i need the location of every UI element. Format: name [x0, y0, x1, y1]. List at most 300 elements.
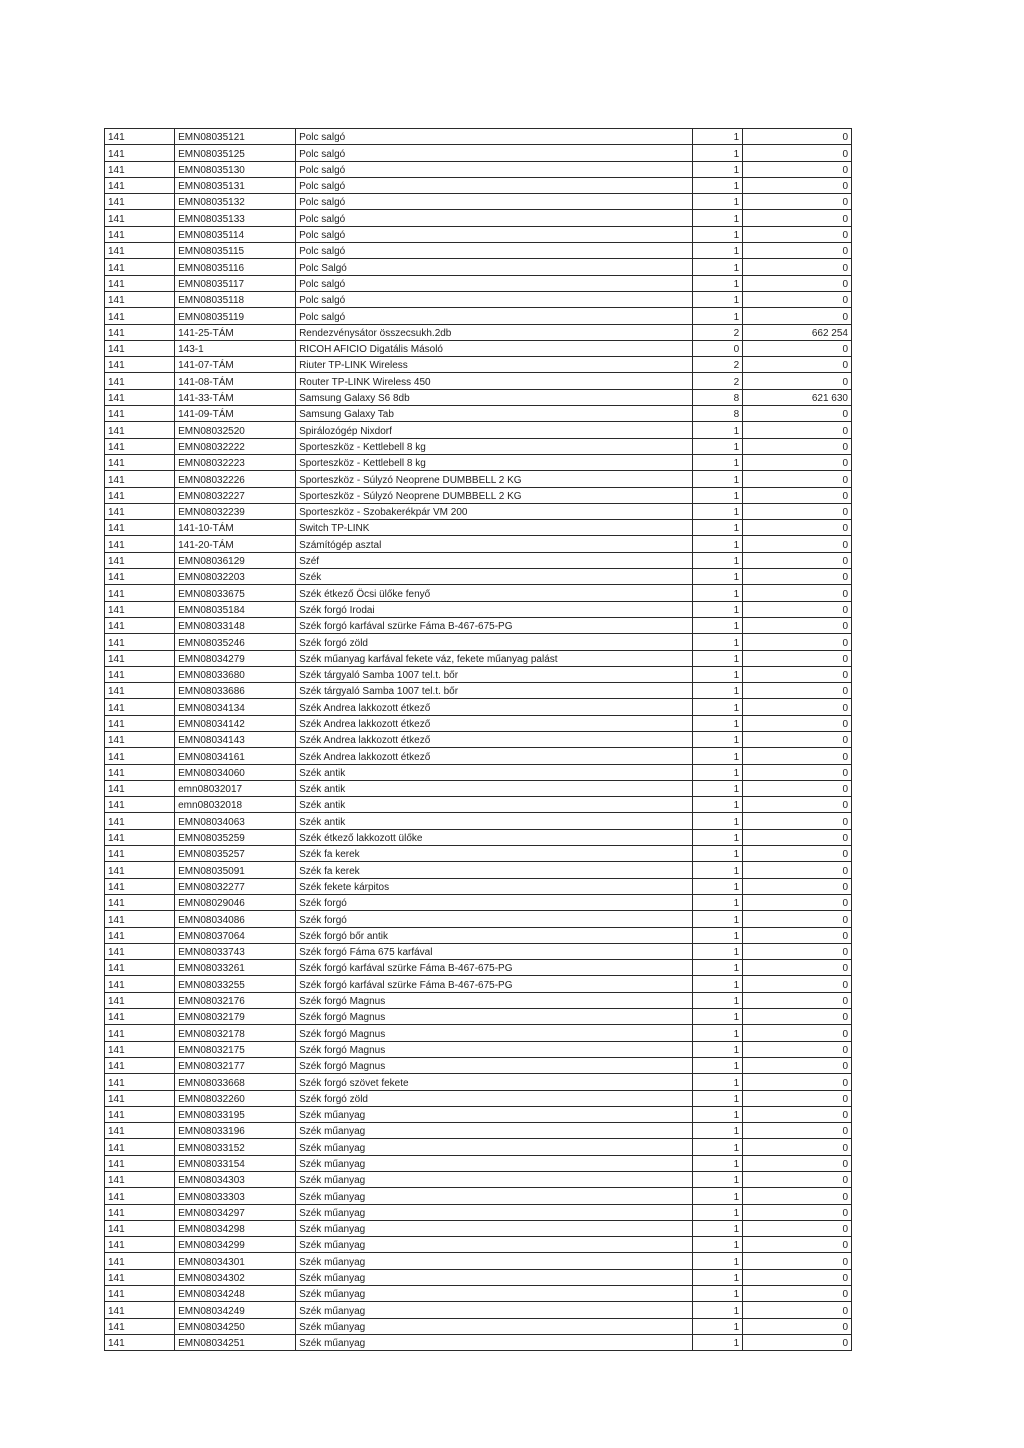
cell-description: Szék műanyag: [296, 1139, 693, 1155]
cell-account-code: 141: [105, 927, 175, 943]
cell-account-code: 141: [105, 357, 175, 373]
cell-account-code: 141: [105, 161, 175, 177]
cell-account-code: 141: [105, 634, 175, 650]
cell-quantity: 1: [693, 862, 743, 878]
cell-description: Polc salgó: [296, 226, 693, 242]
cell-account-code: 141: [105, 243, 175, 259]
cell-quantity: 1: [693, 683, 743, 699]
cell-account-code: 141: [105, 1139, 175, 1155]
table-row: [105, 1220, 852, 1236]
table-row: [105, 291, 852, 307]
cell-value: 0: [743, 585, 852, 601]
cell-account-code: 141: [105, 422, 175, 438]
cell-quantity: 1: [693, 943, 743, 959]
cell-description: Samsung Galaxy S6 8db: [296, 389, 693, 405]
table-row: [105, 210, 852, 226]
cell-description: Szék forgó karfával szürke Fáma B-467-675-PG: [296, 617, 693, 633]
cell-inventory-id: EMN08033303: [175, 1188, 296, 1204]
cell-quantity: 1: [693, 1057, 743, 1073]
cell-description: Polc salgó: [296, 308, 693, 324]
cell-quantity: 1: [693, 291, 743, 307]
table-row: [105, 992, 852, 1008]
table-row: [105, 943, 852, 959]
table-row: [105, 357, 852, 373]
cell-account-code: 141: [105, 503, 175, 519]
cell-inventory-id: EMN08034134: [175, 699, 296, 715]
table-row: [105, 324, 852, 340]
cell-account-code: 141: [105, 406, 175, 422]
cell-account-code: 141: [105, 1237, 175, 1253]
cell-inventory-id: EMN08033148: [175, 617, 296, 633]
cell-quantity: 1: [693, 1188, 743, 1204]
cell-description: Szék forgó: [296, 911, 693, 927]
cell-quantity: 1: [693, 243, 743, 259]
cell-account-code: 141: [105, 340, 175, 356]
cell-inventory-id: EMN08032203: [175, 569, 296, 585]
cell-description: Polc salgó: [296, 129, 693, 145]
cell-inventory-id: EMN08034301: [175, 1253, 296, 1269]
cell-description: Szék forgó Magnus: [296, 992, 693, 1008]
cell-account-code: 141: [105, 699, 175, 715]
cell-quantity: 1: [693, 438, 743, 454]
cell-description: Szék forgó bőr antik: [296, 927, 693, 943]
cell-description: Szék forgó Magnus: [296, 1009, 693, 1025]
table-row: [105, 1057, 852, 1073]
table-row: [105, 129, 852, 145]
cell-account-code: 141: [105, 1172, 175, 1188]
cell-inventory-id: EMN08034250: [175, 1318, 296, 1334]
table-row: [105, 145, 852, 161]
cell-account-code: 141: [105, 1090, 175, 1106]
table-row: [105, 1237, 852, 1253]
cell-description: Szék műanyag: [296, 1123, 693, 1139]
cell-description: Szék műanyag karfával fekete váz, fekete műanyag palást: [296, 650, 693, 666]
cell-quantity: 1: [693, 1302, 743, 1318]
table-row: [105, 927, 852, 943]
cell-description: Szék forgó zöld: [296, 1090, 693, 1106]
table-row: [105, 1139, 852, 1155]
cell-inventory-id: EMN08032222: [175, 438, 296, 454]
cell-quantity: 1: [693, 454, 743, 470]
cell-account-code: 141: [105, 862, 175, 878]
table-row: [105, 829, 852, 845]
cell-quantity: 2: [693, 373, 743, 389]
cell-description: Szék étkező lakkozott ülőke: [296, 829, 693, 845]
cell-description: Samsung Galaxy Tab: [296, 406, 693, 422]
cell-description: Router TP-LINK Wireless 450: [296, 373, 693, 389]
cell-description: Szék Andrea lakkozott étkező: [296, 731, 693, 747]
cell-quantity: 1: [693, 569, 743, 585]
table-row: [105, 177, 852, 193]
cell-description: Switch TP-LINK: [296, 520, 693, 536]
table-row: [105, 226, 852, 242]
cell-inventory-id: EMN08034251: [175, 1334, 296, 1350]
cell-inventory-id: EMN08032175: [175, 1041, 296, 1057]
cell-inventory-id: EMN08034249: [175, 1302, 296, 1318]
cell-account-code: 141: [105, 471, 175, 487]
cell-description: Polc salgó: [296, 161, 693, 177]
cell-description: Szék műanyag: [296, 1106, 693, 1122]
cell-inventory-id: EMN08034297: [175, 1204, 296, 1220]
table-row: [105, 650, 852, 666]
cell-quantity: 1: [693, 226, 743, 242]
cell-account-code: 141: [105, 960, 175, 976]
cell-description: Szék forgó karfával szürke Fáma B-467-675-PG: [296, 976, 693, 992]
cell-value: 0: [743, 699, 852, 715]
cell-account-code: 141: [105, 373, 175, 389]
cell-inventory-id: emn08032018: [175, 797, 296, 813]
cell-description: Sporteszköz - Súlyzó Neoprene DUMBBELL 2 KG: [296, 487, 693, 503]
cell-inventory-id: EMN08034303: [175, 1172, 296, 1188]
cell-account-code: 141: [105, 1025, 175, 1041]
cell-account-code: 141: [105, 308, 175, 324]
cell-value: 0: [743, 194, 852, 210]
cell-value: 0: [743, 748, 852, 764]
cell-value: 0: [743, 1057, 852, 1073]
table-row: [105, 340, 852, 356]
cell-account-code: 141: [105, 275, 175, 291]
cell-quantity: 1: [693, 585, 743, 601]
cell-inventory-id: 141-07-TÁM: [175, 357, 296, 373]
cell-inventory-id: EMN08033668: [175, 1074, 296, 1090]
cell-account-code: 141: [105, 1057, 175, 1073]
cell-account-code: 141: [105, 846, 175, 862]
cell-quantity: 1: [693, 829, 743, 845]
cell-value: 0: [743, 650, 852, 666]
cell-value: 0: [743, 161, 852, 177]
cell-value: 0: [743, 846, 852, 862]
cell-description: Szék tárgyaló Samba 1007 tel.t. bőr: [296, 666, 693, 682]
cell-description: Spirálozógép Nixdorf: [296, 422, 693, 438]
cell-description: Szék antik: [296, 764, 693, 780]
cell-quantity: 1: [693, 1139, 743, 1155]
cell-quantity: 1: [693, 992, 743, 1008]
cell-inventory-id: EMN08032179: [175, 1009, 296, 1025]
cell-inventory-id: EMN08035130: [175, 161, 296, 177]
table-row: [105, 715, 852, 731]
cell-value: 0: [743, 780, 852, 796]
cell-value: 0: [743, 373, 852, 389]
cell-description: Szék Andrea lakkozott étkező: [296, 715, 693, 731]
cell-inventory-id: EMN08035119: [175, 308, 296, 324]
cell-description: Szék forgó karfával szürke Fáma B-467-675-PG: [296, 960, 693, 976]
table-row: [105, 389, 852, 405]
cell-account-code: 141: [105, 911, 175, 927]
cell-value: 0: [743, 1074, 852, 1090]
cell-value: 0: [743, 552, 852, 568]
cell-quantity: 1: [693, 1155, 743, 1171]
cell-inventory-id: EMN08035131: [175, 177, 296, 193]
cell-account-code: 141: [105, 145, 175, 161]
cell-value: 0: [743, 145, 852, 161]
cell-quantity: 1: [693, 520, 743, 536]
table-row: [105, 699, 852, 715]
cell-description: Szék műanyag: [296, 1237, 693, 1253]
cell-value: 0: [743, 911, 852, 927]
cell-inventory-id: EMN08037064: [175, 927, 296, 943]
cell-account-code: 141: [105, 797, 175, 813]
table-row: [105, 1090, 852, 1106]
cell-quantity: 1: [693, 177, 743, 193]
cell-value: 0: [743, 226, 852, 242]
cell-inventory-id: 141-08-TÁM: [175, 373, 296, 389]
cell-account-code: 141: [105, 129, 175, 145]
cell-account-code: 141: [105, 226, 175, 242]
cell-quantity: 1: [693, 471, 743, 487]
table-row: [105, 846, 852, 862]
cell-quantity: 2: [693, 357, 743, 373]
cell-description: Szék antik: [296, 797, 693, 813]
cell-account-code: 141: [105, 764, 175, 780]
cell-description: Polc salgó: [296, 177, 693, 193]
cell-description: Szék forgó szövet fekete: [296, 1074, 693, 1090]
cell-value: 0: [743, 520, 852, 536]
cell-value: 0: [743, 1334, 852, 1350]
cell-description: Szék étkező Öcsi ülőke fenyő: [296, 585, 693, 601]
table-row: [105, 1123, 852, 1139]
cell-account-code: 141: [105, 1253, 175, 1269]
cell-inventory-id: EMN08035118: [175, 291, 296, 307]
table-row: [105, 601, 852, 617]
cell-account-code: 141: [105, 1155, 175, 1171]
cell-account-code: 141: [105, 943, 175, 959]
cell-value: 0: [743, 471, 852, 487]
cell-value: 0: [743, 536, 852, 552]
cell-inventory-id: EMN08034142: [175, 715, 296, 731]
table-row: [105, 161, 852, 177]
table-row: [105, 731, 852, 747]
cell-value: 0: [743, 1106, 852, 1122]
cell-value: 0: [743, 813, 852, 829]
cell-inventory-id: EMN08033675: [175, 585, 296, 601]
cell-description: Sporteszköz - Kettlebell 8 kg: [296, 438, 693, 454]
cell-description: RICOH AFICIO Digatális Másoló: [296, 340, 693, 356]
cell-inventory-id: 143-1: [175, 340, 296, 356]
cell-quantity: 1: [693, 1041, 743, 1057]
cell-value: 0: [743, 1204, 852, 1220]
cell-value: 0: [743, 927, 852, 943]
cell-account-code: 141: [105, 520, 175, 536]
cell-quantity: 0: [693, 340, 743, 356]
cell-value: 0: [743, 1025, 852, 1041]
table-row: [105, 1106, 852, 1122]
cell-inventory-id: EMN08035114: [175, 226, 296, 242]
cell-inventory-id: EMN08035132: [175, 194, 296, 210]
cell-description: Szék műanyag: [296, 1318, 693, 1334]
cell-description: Szék antik: [296, 813, 693, 829]
cell-account-code: 141: [105, 177, 175, 193]
cell-quantity: 1: [693, 634, 743, 650]
cell-inventory-id: EMN08032226: [175, 471, 296, 487]
cell-account-code: 141: [105, 536, 175, 552]
cell-account-code: 141: [105, 487, 175, 503]
cell-account-code: 141: [105, 1074, 175, 1090]
inventory-table-body: [105, 129, 852, 1351]
cell-account-code: 141: [105, 666, 175, 682]
cell-quantity: 1: [693, 422, 743, 438]
table-row: [105, 862, 852, 878]
cell-inventory-id: emn08032017: [175, 780, 296, 796]
cell-quantity: 1: [693, 976, 743, 992]
cell-quantity: 1: [693, 699, 743, 715]
cell-account-code: 141: [105, 683, 175, 699]
cell-quantity: 1: [693, 601, 743, 617]
cell-inventory-id: EMN08033255: [175, 976, 296, 992]
cell-description: Riuter TP-LINK Wireless: [296, 357, 693, 373]
cell-value: 0: [743, 1269, 852, 1285]
cell-quantity: 1: [693, 1237, 743, 1253]
cell-description: Szék műanyag: [296, 1220, 693, 1236]
cell-inventory-id: EMN08032177: [175, 1057, 296, 1073]
cell-inventory-id: EMN08033154: [175, 1155, 296, 1171]
table-row: [105, 1074, 852, 1090]
cell-inventory-id: EMN08035246: [175, 634, 296, 650]
cell-inventory-id: EMN08034298: [175, 1220, 296, 1236]
cell-quantity: 1: [693, 487, 743, 503]
cell-inventory-id: EMN08033686: [175, 683, 296, 699]
cell-value: 0: [743, 1172, 852, 1188]
cell-value: 0: [743, 308, 852, 324]
cell-quantity: 1: [693, 275, 743, 291]
cell-inventory-id: EMN08036129: [175, 552, 296, 568]
cell-description: Szék tárgyaló Samba 1007 tel.t. bőr: [296, 683, 693, 699]
cell-description: Polc salgó: [296, 291, 693, 307]
cell-quantity: 1: [693, 1318, 743, 1334]
cell-inventory-id: EMN08035133: [175, 210, 296, 226]
cell-quantity: 1: [693, 666, 743, 682]
cell-inventory-id: 141-25-TÁM: [175, 324, 296, 340]
cell-inventory-id: EMN08032239: [175, 503, 296, 519]
table-row: [105, 976, 852, 992]
cell-inventory-id: EMN08035259: [175, 829, 296, 845]
cell-inventory-id: EMN08034279: [175, 650, 296, 666]
cell-inventory-id: EMN08035257: [175, 846, 296, 862]
cell-value: 0: [743, 454, 852, 470]
cell-description: Polc salgó: [296, 210, 693, 226]
cell-value: 0: [743, 1139, 852, 1155]
table-row: [105, 487, 852, 503]
cell-value: 0: [743, 992, 852, 1008]
cell-description: Szék forgó zöld: [296, 634, 693, 650]
cell-inventory-id: EMN08032520: [175, 422, 296, 438]
cell-value: 0: [743, 797, 852, 813]
cell-value: 0: [743, 210, 852, 226]
cell-account-code: 141: [105, 878, 175, 894]
cell-quantity: 1: [693, 1253, 743, 1269]
cell-inventory-id: EMN08034248: [175, 1286, 296, 1302]
cell-inventory-id: EMN08035091: [175, 862, 296, 878]
cell-inventory-id: EMN08032178: [175, 1025, 296, 1041]
cell-description: Szék műanyag: [296, 1188, 693, 1204]
table-row: [105, 1302, 852, 1318]
cell-description: Szék forgó Irodai: [296, 601, 693, 617]
table-row: [105, 878, 852, 894]
table-row: [105, 1334, 852, 1350]
cell-value: 0: [743, 243, 852, 259]
cell-inventory-id: 141-09-TÁM: [175, 406, 296, 422]
cell-account-code: 141: [105, 715, 175, 731]
cell-inventory-id: EMN08034299: [175, 1237, 296, 1253]
table-row: [105, 1009, 852, 1025]
cell-value: 0: [743, 683, 852, 699]
cell-value: 0: [743, 503, 852, 519]
cell-quantity: 1: [693, 1286, 743, 1302]
cell-value: 621 630: [743, 389, 852, 405]
table-row: [105, 666, 852, 682]
cell-value: 0: [743, 976, 852, 992]
cell-value: 0: [743, 291, 852, 307]
cell-value: 0: [743, 1318, 852, 1334]
cell-quantity: 1: [693, 1090, 743, 1106]
cell-inventory-id: EMN08029046: [175, 894, 296, 910]
table-row: [105, 536, 852, 552]
cell-account-code: 141: [105, 1286, 175, 1302]
cell-quantity: 1: [693, 259, 743, 275]
table-row: [105, 552, 852, 568]
cell-quantity: 1: [693, 536, 743, 552]
cell-account-code: 141: [105, 601, 175, 617]
inventory-sheet: [104, 128, 852, 1351]
table-row: [105, 1155, 852, 1171]
cell-inventory-id: EMN08032227: [175, 487, 296, 503]
cell-quantity: 1: [693, 1172, 743, 1188]
cell-inventory-id: EMN08032176: [175, 992, 296, 1008]
cell-quantity: 1: [693, 194, 743, 210]
table-row: [105, 634, 852, 650]
cell-quantity: 8: [693, 406, 743, 422]
cell-quantity: 1: [693, 1123, 743, 1139]
cell-account-code: 141: [105, 976, 175, 992]
cell-description: Szék fa kerek: [296, 846, 693, 862]
cell-quantity: 1: [693, 797, 743, 813]
cell-description: Rendezvénysátor összecsukh.2db: [296, 324, 693, 340]
cell-account-code: 141: [105, 454, 175, 470]
cell-inventory-id: EMN08034086: [175, 911, 296, 927]
cell-value: 0: [743, 715, 852, 731]
cell-inventory-id: EMN08033680: [175, 666, 296, 682]
table-row: [105, 1188, 852, 1204]
cell-quantity: 1: [693, 552, 743, 568]
table-row: [105, 1318, 852, 1334]
cell-quantity: 1: [693, 894, 743, 910]
cell-account-code: 141: [105, 210, 175, 226]
cell-account-code: 141: [105, 829, 175, 845]
cell-quantity: 1: [693, 927, 743, 943]
cell-quantity: 1: [693, 780, 743, 796]
cell-value: 0: [743, 1123, 852, 1139]
cell-value: 0: [743, 943, 852, 959]
cell-quantity: 1: [693, 764, 743, 780]
table-row: [105, 585, 852, 601]
cell-value: 0: [743, 1302, 852, 1318]
cell-value: 0: [743, 1253, 852, 1269]
cell-value: 0: [743, 406, 852, 422]
cell-quantity: 1: [693, 1204, 743, 1220]
table-row: [105, 617, 852, 633]
cell-description: Szék forgó Fáma 675 karfával: [296, 943, 693, 959]
cell-description: Szék: [296, 569, 693, 585]
cell-description: Szék antik: [296, 780, 693, 796]
cell-quantity: 1: [693, 161, 743, 177]
cell-account-code: 141: [105, 324, 175, 340]
cell-description: Polc salgó: [296, 145, 693, 161]
table-row: [105, 438, 852, 454]
cell-quantity: 1: [693, 878, 743, 894]
cell-value: 0: [743, 422, 852, 438]
cell-quantity: 1: [693, 1106, 743, 1122]
cell-account-code: 141: [105, 1188, 175, 1204]
cell-description: Szék műanyag: [296, 1286, 693, 1302]
